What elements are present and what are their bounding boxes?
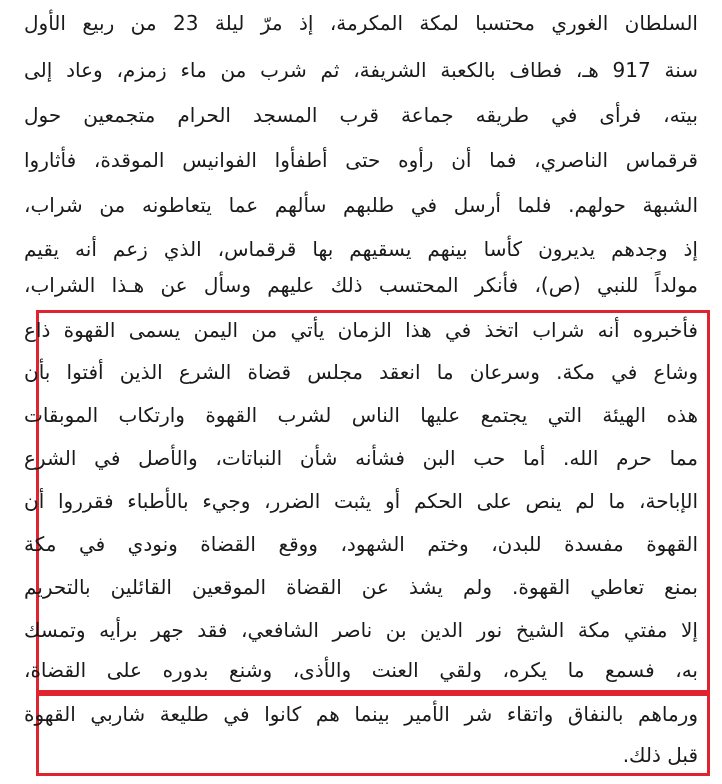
highlighted-text-line: به، فسمع ما يكره، ولقي العنت والأذى، وشنع بدوره على القضاة،: [24, 658, 698, 682]
text-line: السلطان الغوري محتسبا لمكة المكرمة، إذ مرّ ليلة 23 من ربيع الأول: [24, 11, 698, 35]
text-line: بيته، فرأى في طريقه جماعة قرب المسجد الحرام متجمعين حول: [24, 103, 698, 127]
highlighted-text-line: فأخبروه أنه شراب اتخذ في هذا الزمان يأتي من اليمن يسمى القهوة ذاع: [24, 318, 698, 342]
highlighted-text-line: إلا مفتي مكة الشيخ نور الدين بن ناصر الشافعي، فقد جهر برأيه وتمسك: [24, 618, 698, 642]
text-line: إذ وجدهم يديرون كأسا بينهم يسقيهم بها قرقماس، الذي زعم أنه يقيم: [24, 237, 698, 261]
highlighted-text-line: هذه الهيئة التي يجتمع عليها الناس لشرب القهوة وارتكاب الموبقات: [24, 403, 698, 427]
text-line: مولداً للنبي (ص)، فأنكر المحتسب ذلك عليهم وسأل عن هـذا الشراب،: [24, 273, 698, 297]
text-line: سنة 917 هـ، فطاف بالكعبة الشريفة، ثم شرب من ماء زمزم، وعاد إلى: [24, 58, 699, 82]
highlighted-text-line: القهوة مفسدة للبدن، وختم الشهود، ووقع القضاة ونودي في مكة: [24, 532, 698, 556]
highlighted-text-line: وشاع في مكة. وسرعان ما انعقد مجلس قضاة الشرع الذين أفتوا بأن: [24, 360, 698, 384]
highlighted-text-line: بمنع تعاطي القهوة. ولم يشذ عن القضاة الموقعين القائلين بالتحريم: [24, 575, 698, 599]
highlighted-text-line: الإباحة، ما لم ينص على الحكم أو يثبت الضرر، وجيء بالأطباء فقرروا أن: [24, 489, 698, 513]
highlighted-text-line: ورماهم بالنفاق واتقاء شر الأمير بينما هم كانوا في طليعة شاربي القهوة: [24, 702, 698, 726]
highlighted-text-line: قبل ذلك.: [622, 743, 698, 767]
text-line: الشبهة حولهم. فلما أرسل في طلبهم سألهم عما يتعاطونه من شراب،: [24, 193, 698, 217]
highlighted-text-line: مما حرم الله. أما حب البن فشأنه شأن النباتات، والأصل في الشرع: [24, 446, 698, 470]
text-line: قرقماس الناصري، فما أن رأوه حتى أطفأوا الفوانيس الموقدة، فأثاروا: [24, 148, 698, 172]
